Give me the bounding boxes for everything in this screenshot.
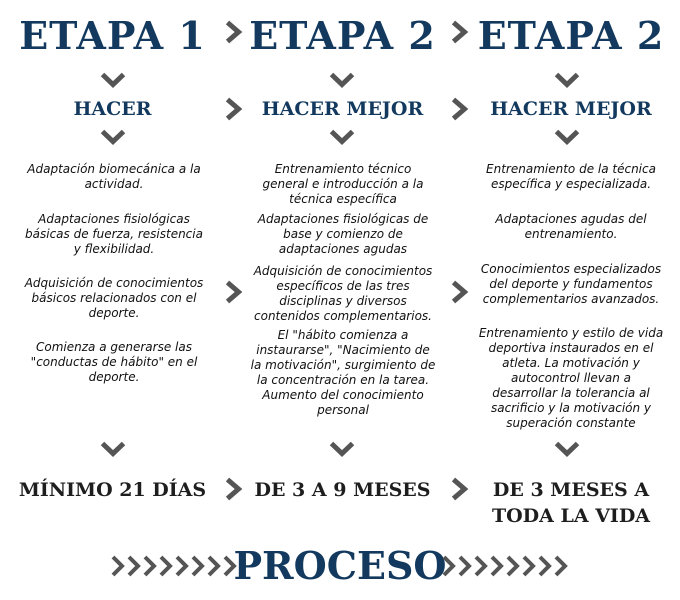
stage-3-item-4: Entrenamiento y estilo de vida deportiva instaurados en el atleta. La motivación y autocontrol llevan a desarrollar la tolerancia al sacrificio y la motivación y superación constante bbox=[478, 326, 664, 430]
chevron-right-icon bbox=[451, 97, 467, 121]
chevron-down-icon bbox=[554, 72, 580, 87]
double-chevron-right-icon bbox=[458, 555, 471, 577]
stage-1-title: ETAPA 1 bbox=[19, 13, 206, 58]
chevron-right-icon bbox=[225, 20, 241, 44]
stage-3-item-3: Conocimientos especializados del deporte y fundamentos complementarios avanzados. bbox=[480, 262, 662, 306]
double-chevron-right-icon bbox=[474, 555, 487, 577]
double-chevron-right-icon bbox=[175, 555, 188, 577]
double-chevron-right-icon bbox=[159, 555, 172, 577]
stage-3-duration-line-1: DE 3 MESES A bbox=[492, 479, 650, 501]
stage-2-item-3: Adquisición de conocimientos específicos de las tres disciplinas y diversos contenidos complementarios. bbox=[253, 264, 433, 323]
chevron-down-icon bbox=[554, 441, 580, 456]
stage-2-item-1: Entrenamiento técnico general e introducción a la técnica específica bbox=[262, 162, 424, 206]
double-chevron-right-icon bbox=[442, 555, 455, 577]
chevron-down-icon bbox=[329, 72, 355, 87]
chevron-right-icon bbox=[225, 97, 241, 121]
double-chevron-right-icon bbox=[538, 555, 551, 577]
chevron-down-icon bbox=[100, 129, 126, 144]
chevron-right-icon bbox=[225, 477, 241, 501]
double-chevron-right-icon bbox=[522, 555, 535, 577]
double-chevron-right-icon bbox=[127, 555, 140, 577]
stage-3-item-1: Entrenamiento de la técnica específica y especializada. bbox=[486, 162, 656, 191]
chevron-right-icon bbox=[451, 280, 467, 304]
process-label: PROCESO bbox=[233, 543, 447, 588]
stage-1-phase: HACER bbox=[73, 98, 152, 120]
stage-3-item-2: Adaptaciones agudas del entrenamiento. bbox=[495, 212, 647, 241]
chevron-down-icon bbox=[329, 441, 355, 456]
chevron-down-icon bbox=[100, 72, 126, 87]
chevron-right-icon bbox=[451, 477, 467, 501]
double-chevron-right-icon bbox=[111, 555, 124, 577]
double-chevron-right-icon bbox=[191, 555, 204, 577]
stage-2-duration: DE 3 A 9 MESES bbox=[254, 479, 431, 501]
stage-2-title: ETAPA 2 bbox=[249, 13, 436, 58]
double-chevron-right-icon bbox=[554, 555, 567, 577]
double-chevron-right-icon bbox=[223, 555, 236, 577]
double-chevron-right-icon bbox=[490, 555, 503, 577]
stage-1-item-2: Adaptaciones fisiológicas básicas de fuerza, resistencia y flexibilidad. bbox=[25, 212, 203, 256]
chevron-down-icon bbox=[100, 441, 126, 456]
double-chevron-right-icon bbox=[207, 555, 220, 577]
stage-1-item-3: Adquisición de conocimientos básicos relacionados con el deporte. bbox=[24, 276, 204, 320]
stage-3-duration-line-2: TODA LA VIDA bbox=[491, 505, 651, 527]
double-chevron-right-icon bbox=[506, 555, 519, 577]
stage-1-item-1: Adaptación biomecánica a la actividad. bbox=[27, 162, 201, 191]
stage-3-duration bbox=[462, 477, 680, 529]
stage-1-item-4: Comienza a generarse las "conductas de hábito" en el deporte. bbox=[30, 340, 198, 384]
stage-3-title: ETAPA 2 bbox=[477, 13, 665, 58]
chevron-right-icon bbox=[451, 20, 467, 44]
stage-3-phase: HACER MEJOR bbox=[490, 98, 652, 120]
stage-2-item-4: El "hábito comienza a instaurarse", "Nacimiento de la motivación", surgimiento de la concentración en la tarea. Aumento del conocimiento personal bbox=[250, 328, 436, 417]
stage-2-item-2: Adaptaciones fisiológicas de base y comienzo de adaptaciones agudas bbox=[257, 212, 429, 256]
stage-1-duration: MÍNIMO 21 DÍAS bbox=[18, 479, 207, 501]
double-chevron-right-icon bbox=[143, 555, 156, 577]
chevron-right-icon bbox=[225, 280, 241, 304]
stage-2-phase: HACER MEJOR bbox=[261, 98, 424, 120]
chevron-down-icon bbox=[329, 129, 355, 144]
chevron-down-icon bbox=[554, 129, 580, 144]
